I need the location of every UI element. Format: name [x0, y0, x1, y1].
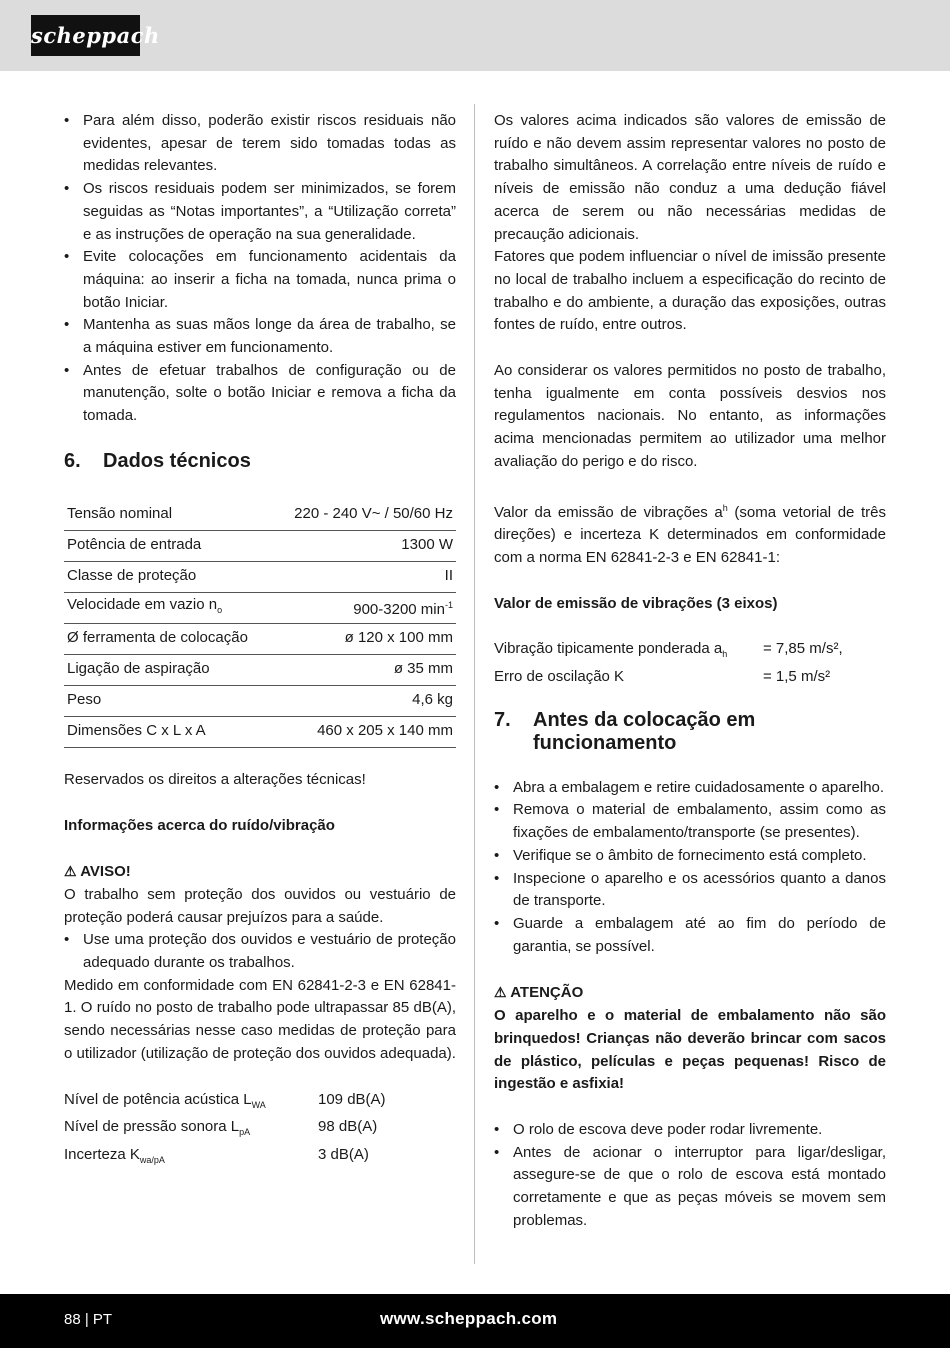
spec-label: Dimensões C x L x A — [64, 716, 272, 747]
intro-bullet-list — [64, 110, 456, 428]
vibration-values — [494, 638, 886, 688]
paragraph: Fatores que podem influenciar o nível de imissão presente no local de trabalho incluem a especificação do recinto de trabalho e do ambiente, a duração das exposições, outras fontes de ruído, entre outros. — [494, 248, 886, 334]
section-7-heading — [494, 709, 886, 755]
noise-value: 109 dB(A) — [318, 1090, 386, 1108]
column-divider — [474, 104, 475, 1264]
list-item: • Remova o material de embalamento, assim como as fixações de embalamento/transporte (se presentes). — [494, 799, 886, 844]
section-6-heading — [64, 450, 456, 473]
vibration-label — [494, 638, 763, 666]
final-bullet-list — [494, 1119, 886, 1233]
attention-label-text: ATENÇÃO — [510, 984, 584, 1002]
noise-heading: Informações acerca do ruído/vibração — [64, 816, 335, 834]
spec-value: 220 - 240 V~ / 50/60 Hz — [272, 500, 456, 531]
list-item: • Evite colocações em funcionamento acidentais da máquina: ao inserir a ficha na tomada, nunca prima o botão Iniciar. — [64, 246, 456, 314]
noise-label — [64, 1144, 318, 1172]
vibration-intro-text: (soma vetorial de três direções) e incerteza K determinados em conformidade com a norma EN 62841-2-3 e EN 62841-1: — [494, 503, 886, 566]
noise-label-sub: wa/pA — [139, 1154, 165, 1165]
noise-label — [64, 1089, 318, 1117]
website-link[interactable]: www.scheppach.com — [380, 1309, 558, 1328]
noise-value: 98 dB(A) — [318, 1118, 378, 1136]
spec-label-sub: o — [217, 604, 223, 615]
vibration-label: Erro de oscilação K — [494, 668, 625, 686]
list-item: • Use uma proteção dos ouvidos e vestuário de proteção adequado durante os trabalhos. — [64, 929, 456, 974]
spec-value: ø 120 x 100 mm — [272, 623, 456, 654]
reserved-note: Reservados os direitos a alterações técnicas! — [64, 770, 366, 788]
list-item: • Abra a embalagem e retire cuidadosamente o aparelho. — [494, 777, 886, 800]
table-row — [64, 561, 456, 592]
warning-triangle-icon: ⚠ — [494, 984, 507, 1001]
spec-label: Ø ferramenta de colocação — [64, 623, 272, 654]
attention-label — [494, 981, 886, 1005]
noise-label-sub: WA — [251, 1099, 266, 1110]
table-row — [64, 623, 456, 654]
warning-label-text: AVISO! — [80, 863, 131, 881]
vibration-intro-sup: h — [722, 502, 728, 513]
spec-label: Potência de entrada — [64, 530, 272, 561]
spec-value: 4,6 kg — [272, 685, 456, 716]
spec-value: ø 35 mm — [272, 654, 456, 685]
scheppach-logo: scheppach — [31, 15, 140, 56]
paragraph: Ao considerar os valores permitidos no posto de trabalho, tenha igualmente em conta possíveis desvios nos regulamentos nacionais. No entanto, as informações acima mencionadas permitem ao utilizador uma melhor avaliação do perigo e do risco. — [494, 362, 886, 470]
spec-value — [272, 592, 456, 623]
vibration-intro-text: Valor da emissão de vibrações a — [494, 503, 723, 521]
spec-value: 460 x 205 x 140 mm — [272, 716, 456, 747]
noise-value-row — [64, 1144, 456, 1172]
section-number: 7. — [494, 708, 511, 731]
footer-bar — [0, 1294, 950, 1348]
page-number: 88 | PT — [64, 1311, 113, 1328]
vibration-label-text: Vibração tipicamente ponderada a — [494, 640, 723, 658]
section-number: 6. — [64, 449, 81, 472]
table-row — [64, 685, 456, 716]
paragraph: Os valores acima indicados são valores de emissão de ruído e não devem assim representar valores no posto de trabalho simultâneos. A correlação entre níveis de ruído e níveis de emissão não conduz a uma dedução fiável acerca de serem ou não necessárias medidas de precaução adicionais. — [494, 112, 886, 243]
table-row — [64, 716, 456, 747]
measured-text: Medido em conformidade com EN 62841-2-3 e EN 62841-1. O ruído no posto de trabalho pode ultrapassar 85 dB(A), sendo necessárias nesse caso medidas de proteção para o utilizador (utilização de proteção dos ouvidos adequada). — [64, 976, 456, 1062]
vibration-label-sub: h — [722, 649, 728, 660]
header-bar — [0, 0, 950, 71]
warning-text: O trabalho sem proteção dos ouvidos ou vestuário de proteção poderá causar prejuízos para a saúde. — [64, 885, 456, 926]
noise-label — [64, 1116, 318, 1144]
noise-value: 3 dB(A) — [318, 1145, 369, 1163]
list-item: • Para além disso, poderão existir riscos residuais não evidentes, apesar de terem sido tomadas todas as medidas relevantes. — [64, 110, 456, 178]
list-item: • Verifique se o âmbito de fornecimento está completo. — [494, 845, 886, 868]
vibration-value-row — [494, 666, 886, 689]
spec-label: Peso — [64, 685, 272, 716]
spec-label — [64, 592, 272, 623]
vibration-value: = 1,5 m/s² — [763, 668, 831, 686]
warning-label — [64, 860, 456, 884]
warning-bullet-list — [64, 929, 456, 974]
table-row — [64, 654, 456, 685]
table-row — [64, 592, 456, 623]
right-column — [494, 110, 886, 1232]
noise-label-text: Nível de potência acústica L — [64, 1090, 252, 1108]
spec-label-text: Velocidade em vazio n — [67, 595, 218, 613]
noise-label-text: Nível de pressão sonora L — [64, 1118, 240, 1136]
vibration-value-row — [494, 638, 886, 666]
left-column — [64, 110, 456, 1172]
table-row — [64, 530, 456, 561]
list-item: • Inspecione o aparelho e os acessórios quanto a danos de transporte. — [494, 868, 886, 913]
section-title: Dados técnicos — [103, 449, 251, 472]
noise-label-sub: pA — [239, 1127, 251, 1138]
spec-table — [64, 500, 456, 748]
table-row — [64, 500, 456, 531]
list-item: • Antes de efetuar trabalhos de configuração ou de manutenção, solte o botão Iniciar e remova a ficha da tomada. — [64, 360, 456, 428]
spec-label: Tensão nominal — [64, 500, 272, 531]
noise-value-row — [64, 1116, 456, 1144]
vibration-heading: Valor de emissão de vibrações (3 eixos) — [494, 594, 778, 612]
vibration-value: = 7,85 m/s², — [763, 640, 843, 658]
noise-value-row — [64, 1089, 456, 1117]
attention-text: O aparelho e o material de embalamento não são brinquedos! Crianças não deverão brincar com sacos de plástico, películas e peças pequenas! Risco de ingestão e asfixia! — [494, 1007, 886, 1093]
spec-label: Ligação de aspiração — [64, 654, 272, 685]
vibration-intro — [494, 497, 886, 570]
list-item: • Guarde a embalagem até ao fim do período de garantia, se possível. — [494, 913, 886, 958]
spec-label: Classe de proteção — [64, 561, 272, 592]
noise-values — [64, 1089, 456, 1172]
spec-value: II — [272, 561, 456, 592]
warning-triangle-icon: ⚠ — [64, 863, 77, 880]
spec-value-text: 900-3200 min — [353, 600, 445, 618]
list-item: • O rolo de escova deve poder rodar livremente. — [494, 1119, 886, 1142]
list-item: • Os riscos residuais podem ser minimizados, se forem seguidas as “Notas importantes”, a “Utilização correta” e as instruções de operação na sua generalidade. — [64, 178, 456, 246]
section-title: Antes da colocação em funcionamento — [533, 708, 756, 754]
spec-value: 1300 W — [272, 530, 456, 561]
section-7-bullet-list — [494, 777, 886, 959]
spec-value-sup: -1 — [444, 599, 453, 610]
list-item: • Mantenha as suas mãos longe da área de trabalho, se a máquina estiver em funcionamento. — [64, 314, 456, 359]
list-item: • Antes de acionar o interruptor para ligar/desligar, assegure-se de que o rolo de escova está montado corretamente e que as peças móveis se movem sem problemas. — [494, 1142, 886, 1233]
noise-label-text: Incerteza K — [64, 1145, 140, 1163]
